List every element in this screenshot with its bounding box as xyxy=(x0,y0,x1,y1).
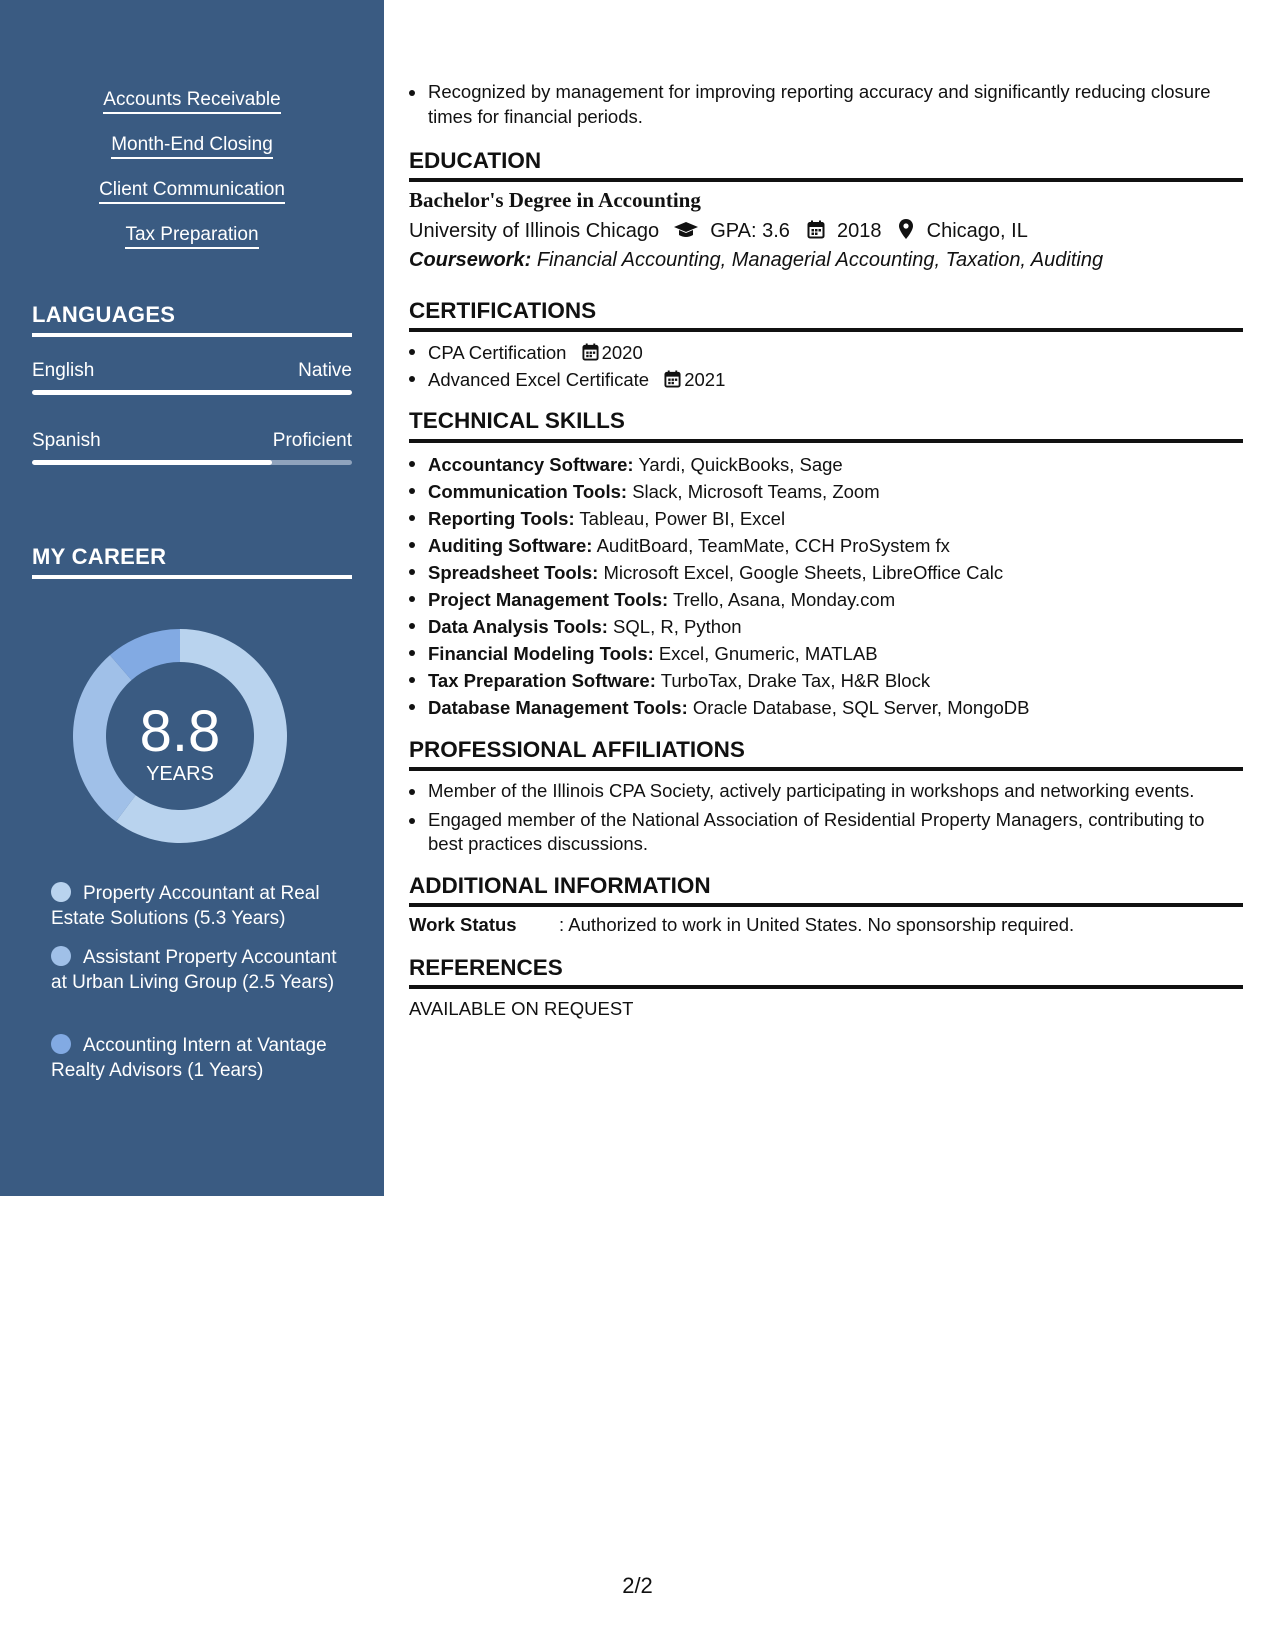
section-divider xyxy=(409,903,1243,907)
work-status-value: : Authorized to work in United States. No sponsorship required. xyxy=(559,914,1075,935)
school-name: University of Illinois Chicago xyxy=(409,220,660,242)
list-item: Project Management Tools: Trello, Asana, Monday.com xyxy=(428,586,1238,613)
languages-divider xyxy=(32,333,352,337)
section-divider xyxy=(409,985,1243,989)
language-bar-fill xyxy=(32,460,272,465)
list-item: Database Management Tools: Oracle Database, SQL Server, MongoDB xyxy=(428,694,1238,721)
list-item: Advanced Excel Certificate 2021 xyxy=(428,366,1238,393)
section-divider xyxy=(409,328,1243,332)
languages-heading: LANGUAGES xyxy=(32,302,176,327)
list-item: Recognized by management for improving reporting accuracy and significantly reducing closure times for financial periods. xyxy=(428,80,1238,129)
career-legend-item: Assistant Property Accountant at Urban Living Group (2.5 Years) xyxy=(51,947,337,993)
certifications-list xyxy=(428,339,1238,393)
career-heading: MY CAREER xyxy=(32,544,167,569)
additional-info-heading: ADDITIONAL INFORMATION xyxy=(409,873,711,898)
language-row xyxy=(32,430,352,452)
legend-dot xyxy=(51,882,71,902)
coursework-label: Coursework: xyxy=(409,249,532,271)
certifications-heading: CERTIFICATIONS xyxy=(409,298,597,323)
location-pin-icon xyxy=(899,219,913,239)
section-divider xyxy=(409,439,1243,443)
career-legend-item: Property Accountant at Real Estate Solutions (5.3 Years) xyxy=(51,883,320,929)
list-item: Communication Tools: Slack, Microsoft Teams, Zoom xyxy=(428,478,1238,505)
graduation-year: 2018 xyxy=(837,220,882,242)
list-item: Spreadsheet Tools: Microsoft Excel, Google Sheets, LibreOffice Calc xyxy=(428,559,1238,586)
sidebar xyxy=(0,0,384,1196)
career-legend-item: Accounting Intern at Vantage Realty Advisors (1 Years) xyxy=(51,1035,327,1081)
school-location: Chicago, IL xyxy=(926,220,1028,242)
technical-skills-heading: TECHNICAL SKILLS xyxy=(409,408,625,433)
coursework-list: Financial Accounting, Managerial Accounting, Taxation, Auditing xyxy=(536,249,1104,271)
language-level: Proficient xyxy=(272,430,352,451)
list-item: Engaged member of the National Association of Residential Property Managers, contributing to best practices discussions. xyxy=(428,808,1238,857)
affiliations-heading: PROFESSIONAL AFFILIATIONS xyxy=(409,737,745,762)
language-bar xyxy=(32,460,352,465)
work-status-row xyxy=(409,914,1074,936)
language-name: Spanish xyxy=(32,430,101,451)
career-years-unit: YEARS xyxy=(146,763,214,785)
section-divider xyxy=(409,767,1243,771)
donut-segment-2 xyxy=(73,655,136,822)
gpa: GPA: 3.6 xyxy=(710,220,790,242)
language-bar-fill xyxy=(32,390,352,395)
skill-tag: Accounts Receivable xyxy=(0,88,384,112)
list-item: CPA Certification 2020 xyxy=(428,339,1238,366)
technical-skills-list xyxy=(428,451,1238,721)
calendar-icon xyxy=(582,343,599,361)
career-divider xyxy=(32,575,352,579)
career-total-years: 8.8 xyxy=(139,699,221,764)
language-bar xyxy=(32,390,352,395)
list-item: Accountancy Software: Yardi, QuickBooks, Sage xyxy=(428,451,1238,478)
page-number: 2/2 xyxy=(622,1573,653,1598)
education-meta xyxy=(409,219,1028,243)
language-row xyxy=(32,360,352,382)
skill-tag: Client Communication xyxy=(0,178,384,202)
list-item: Financial Modeling Tools: Excel, Gnumeric, MATLAB xyxy=(428,640,1238,667)
education-heading: EDUCATION xyxy=(409,148,542,173)
work-status-label: Work Status xyxy=(409,914,517,935)
skill-tag: Month-End Closing xyxy=(0,133,384,157)
calendar-icon xyxy=(807,220,825,239)
language-level: Native xyxy=(298,360,352,381)
section-divider xyxy=(409,178,1243,182)
list-item: Data Analysis Tools: SQL, R, Python xyxy=(428,613,1238,640)
references-text: AVAILABLE ON REQUEST xyxy=(409,998,634,1019)
references-heading: REFERENCES xyxy=(409,955,563,980)
degree-title: Bachelor's Degree in Accounting xyxy=(409,188,701,212)
list-item: Reporting Tools: Tableau, Power BI, Excel xyxy=(428,505,1238,532)
list-item: Tax Preparation Software: TurboTax, Drake Tax, H&R Block xyxy=(428,667,1238,694)
legend-dot xyxy=(51,1034,71,1054)
legend-dot xyxy=(51,946,71,966)
list-item: Member of the Illinois CPA Society, actively participating in workshops and networking events. xyxy=(428,779,1238,804)
calendar-icon xyxy=(664,370,681,388)
list-item: Auditing Software: AuditBoard, TeamMate, CCH ProSystem fx xyxy=(428,532,1238,559)
language-name: English xyxy=(32,360,95,381)
skill-tag: Tax Preparation xyxy=(0,223,384,247)
coursework xyxy=(409,249,1103,272)
graduation-cap-icon xyxy=(673,221,699,239)
career-donut-chart xyxy=(64,620,296,852)
affiliations-list xyxy=(428,779,1238,857)
experience-bullets xyxy=(428,80,1238,129)
